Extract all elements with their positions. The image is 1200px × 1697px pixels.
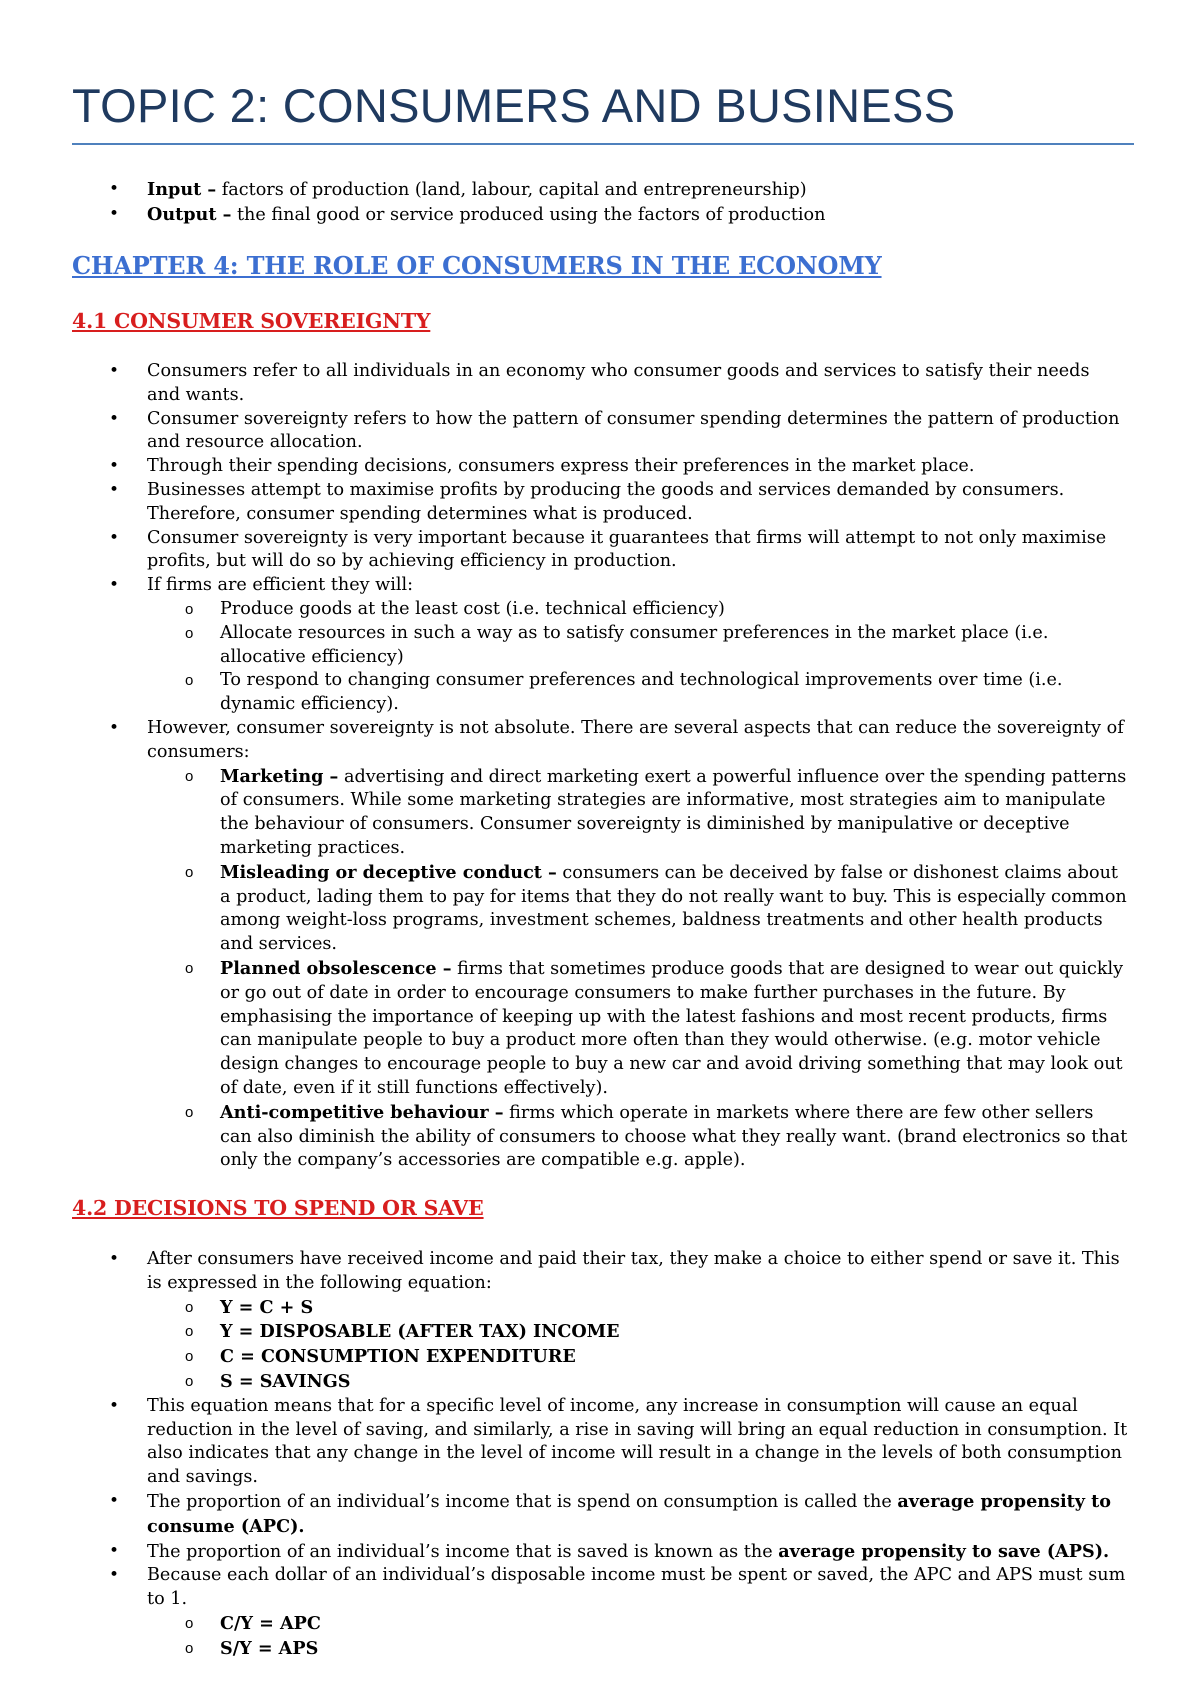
list-item: • The proportion of an individual’s income that is spend on consumption is called the average propensity to consume (APC). — [109, 1490, 1111, 1537]
list-item: • The proportion of an individual’s income that is saved is known as the average propensity to save (APS). — [109, 1540, 1110, 1562]
list-item: • Businesses attempt to maximise profits by producing the goods and services demanded by consumers. Therefore, consumer spending determines what is produced. — [109, 479, 1065, 524]
sub-list — [147, 765, 1128, 1174]
list-item: • Because each dollar of an individual’s disposable income must be spent or saved, the APC and APS must sum to 1. o C/Y = APC o S/Y = APS — [0, 1564, 1200, 1661]
sub-list-item: o To respond to changing consumer preferences and technological improvements over time (i.e. dynamic efficiency). — [185, 670, 1063, 715]
sub-list-item: o Y = C + S — [185, 1296, 314, 1318]
title-underline-rule — [72, 143, 1134, 145]
sub-list — [147, 1296, 1128, 1395]
section-heading-4-1: 4.1 CONSUMER SOVEREIGNTY — [72, 309, 431, 333]
chapter-heading: CHAPTER 4: THE ROLE OF CONSUMERS IN THE ECONOMY — [72, 251, 882, 280]
sub-list-item: o C = CONSUMPTION EXPENDITURE — [185, 1346, 576, 1368]
list-item: • Consumer sovereignty refers to how the pattern of consumer spending determines the pattern of production and resource allocation. — [109, 408, 1120, 453]
sub-list-item: o S = SAVINGS — [185, 1370, 351, 1392]
list-item: • Output – the final good or service produced using the factors of production — [109, 203, 826, 225]
sub-list-item: o C/Y = APC — [185, 1612, 321, 1634]
sub-list-item: o Produce goods at the least cost (i.e. technical efficiency) — [185, 598, 725, 619]
sub-list-item: o Y = DISPOSABLE (AFTER TAX) INCOME — [185, 1321, 620, 1343]
sub-list-item: o Marketing – advertising and direct marketing exert a powerful influence over the spending patterns of consumers. While some marketing strategies are informative, most strategies aim to manipulate the behaviour of consumers. Consumer sovereignty is diminished by manipulative or deceptive marketing practices. — [185, 765, 1127, 858]
section-4-2-list — [0, 1248, 1200, 1662]
sub-list-item: o Allocate resources in such a way as to satisfy consumer preferences in the market place (i.e. allocative efficiency) — [185, 622, 1049, 667]
list-item: • If firms are efficient they will: o Produce goods at the least cost (i.e. technical efficiency) o Allocate resources in such a way as to satisfy consumer preferences in the market place (i.e. allocative efficiency) o To respond to changing consumer preferences and technological improvements over time (i.e. dynamic efficiency). — [0, 574, 1200, 717]
list-item: • Consumer sovereignty is very important because it guarantees that firms will attempt to not only maximise profits, but will do so by achieving efficiency in production. — [109, 527, 1107, 572]
list-item: • Consumers refer to all individuals in an economy who consumer goods and services to satisfy their needs and wants. — [109, 361, 1090, 405]
sub-list — [147, 1612, 1128, 1662]
section-heading-4-2: 4.2 DECISIONS TO SPEND OR SAVE — [72, 1196, 484, 1220]
list-item: • Input – factors of production (land, labour, capital and entrepreneurship) — [109, 179, 807, 200]
sub-list-item: o Anti-competitive behaviour – firms which operate in markets where there are few other sellers can also diminish the ability of consumers to choose what they really want. (brand electronics so that only the company’s accessories are compatible e.g. apple). — [185, 1101, 1128, 1171]
topic-title: TOPIC 2: CONSUMERS AND BUSINESS — [72, 79, 956, 132]
list-item: • Through their spending decisions, consumers express their preferences in the market place. — [109, 456, 975, 477]
list-item: • This equation means that for a specific level of income, any increase in consumption will cause an equal reduction in the level of saving, and similarly, a rise in saving will bring an equal reduction in consumption. It also indicates that any change in the level of income will result in a change in the levels of both consumption and savings. — [109, 1395, 1128, 1488]
list-item: • After consumers have received income and paid their tax, they make a choice to either spend or save it. This is expressed in the following equation: o Y = C + S o Y = DISPOSABLE (AFTER TAX) INCOME o C = CONSUMPTION EXPENDITURE o S = SAVINGS — [0, 1248, 1200, 1395]
intro-definitions — [0, 178, 1200, 228]
sub-list-item: o Planned obsolescence – firms that sometimes produce goods that are designed to wear out quickly or go out of date in order to encourage consumers to make further purchases in the future. By emphasising the importance of keeping up with the latest fashions and most recent products, firms can manipulate people to buy a product more often than they would otherwise. (e.g. motor vehicle design changes to encourage people to buy a new car and avoid driving something that may look out of date, even if it still functions effectively). — [185, 957, 1124, 1098]
list-item: • However, consumer sovereignty is not absolute. There are several aspects that can reduce the sovereignty of consumers: o Marketing – advertising and direct marketing exert a powerful influence over the spending patterns of consumers. While some marketing strategies are informative, most strategies aim to manipulate the behaviour of consumers. Consumer sovereignty is diminished by manipulative or deceptive marketing practices. o Misleading or deceptive conduct – consumers can be deceived by false or dishonest claims about a product, lading them to pay for items that they do not really want to buy. This is especially common among weight-loss programs, investment schemes, baldness treatments and other health products and services. o Planned obsolescence – firms that sometimes produce goods that are designed to wear out quickly or go out of date in order to encourage consumers to make further purchases in the future. By emphasising the importance of keeping up with the latest fashions and most recent products, firms can manipulate people to buy a product more often than they would otherwise. (e.g. motor vehicle design changes to encourage people to buy a new car and avoid driving something that may look out of date, even if it still functions effectively). o Anti-competitive behaviour – firms which operate in markets where there are few other sellers can also diminish the ability of consumers to choose what they really want. (brand electronics so that only the company’s accessories are compatible e.g. apple). — [0, 717, 1200, 1173]
sub-list-item: o S/Y = APS — [185, 1637, 319, 1659]
sub-list-item: o Misleading or deceptive conduct – consumers can be deceived by false or dishonest claims about a product, lading them to pay for items that they do not really want to buy. This is especially common among weight-loss programs, investment schemes, baldness treatments and other health products and services. — [185, 861, 1127, 955]
section-4-1-list — [0, 360, 1200, 1173]
sub-list — [147, 598, 1128, 717]
